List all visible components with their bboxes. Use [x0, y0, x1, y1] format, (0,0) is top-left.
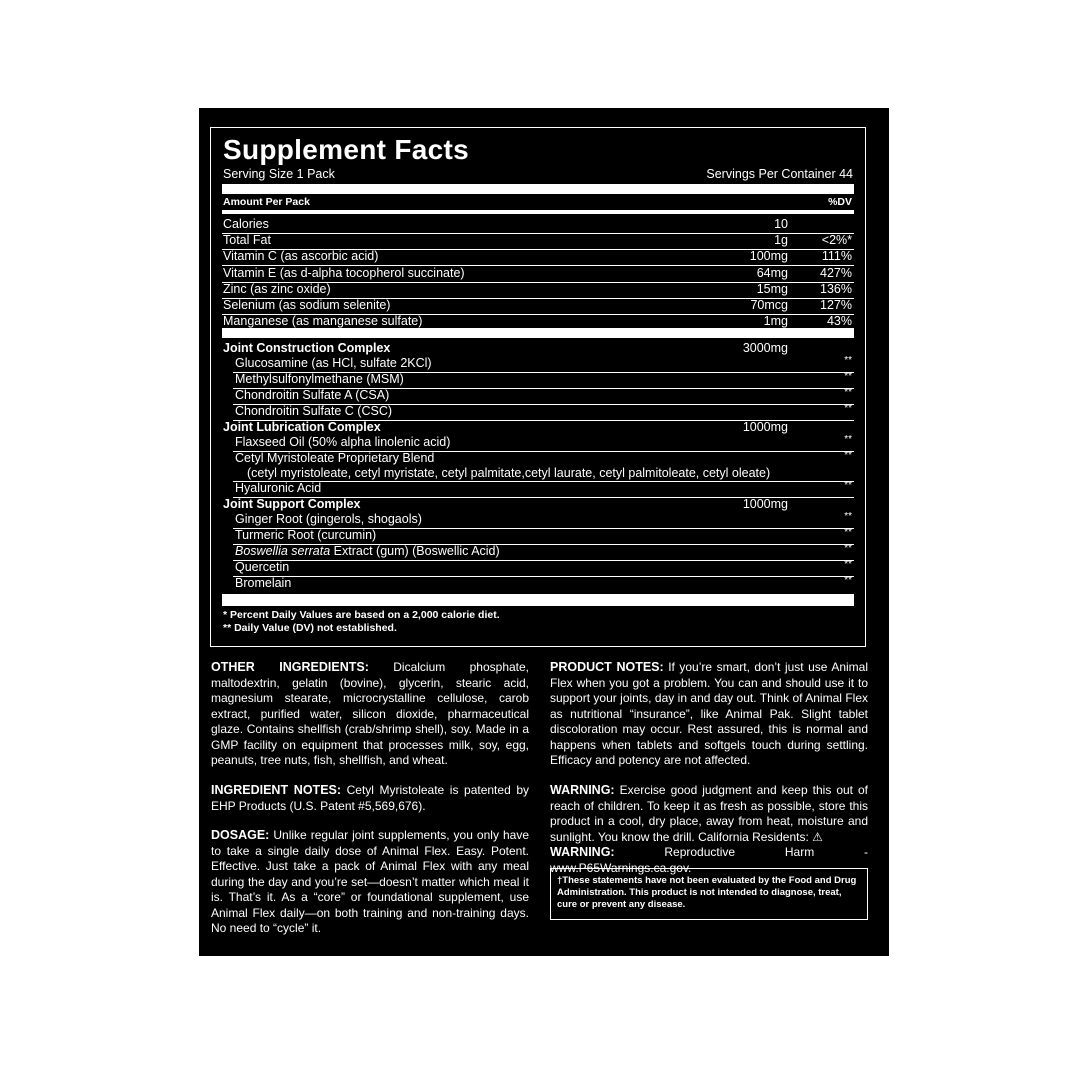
label-panel [199, 108, 889, 956]
complex-name: Joint Construction Complex [223, 341, 391, 355]
complex-name: Joint Support Complex [223, 497, 361, 511]
amount-header: Amount Per Pack [223, 196, 310, 208]
warning [550, 783, 868, 876]
nutrient-amount: 1mg [763, 314, 788, 329]
nutrient-row [222, 266, 854, 283]
ingredient-notes-text: Cetyl Myristoleate is patented by EHP Products (U.S. Patent #5,569,676). [211, 783, 529, 813]
ingredient-name: Flaxseed Oil (50% alpha linolenic acid) [235, 435, 451, 449]
ingredient-dv: ** [844, 527, 852, 538]
ingredient-dv: ** [844, 371, 852, 382]
warning2-heading: WARNING: [550, 845, 615, 859]
ingredient-row [233, 481, 854, 498]
dv-header: %DV [828, 196, 852, 208]
ingredient-row [233, 356, 854, 373]
ingredient-name: Bromelain [235, 576, 292, 590]
nutrient-row [222, 282, 854, 299]
nutrient-amount: 70mcg [750, 298, 788, 312]
ingredient-detail: (cetyl myristoleate, cetyl myristate, cetyl palmitate,cetyl laurate, cetyl palmitoleate, cetyl oleate) [247, 466, 771, 480]
ingredient-dv: ** [844, 575, 852, 586]
ingredient-row [233, 544, 854, 561]
nutrient-name: Vitamin E (as d-alpha tocopherol succinate) [223, 265, 465, 280]
ingredient-name: Turmeric Root (curcumin) [235, 528, 377, 542]
nutrient-row [222, 217, 854, 234]
ingredient-dv: ** [844, 387, 852, 398]
ingredient-dv: ** [844, 355, 852, 366]
ingredient-dv: ** [844, 403, 852, 414]
ingredient-row [233, 528, 854, 545]
nutrient-amount: 10 [774, 217, 788, 231]
ingredient-row [233, 388, 854, 405]
medium-divider [222, 210, 854, 214]
nutrient-amount: 1g [774, 233, 788, 248]
complex-header [222, 420, 854, 436]
ingredient-dv: ** [844, 480, 852, 491]
warning2-text: Reproductive Harm - www.P65Warnings.ca.gov. [550, 845, 868, 875]
product-notes-heading: PRODUCT NOTES: [550, 660, 664, 674]
nutrient-name: Vitamin C (as ascorbic acid) [223, 249, 379, 264]
nutrient-amount: 100mg [749, 249, 788, 264]
ingredient-row [233, 435, 854, 452]
warning-heading: WARNING: [550, 783, 615, 797]
fda-disclaimer: †These statements have not been evaluated by the Food and Drug Administration. This product is not intended to diagnose, treat, cure or prevent any disease. [550, 868, 868, 920]
serving-size: Serving Size 1 Pack [223, 167, 335, 181]
thick-divider [222, 184, 854, 194]
other-ingredients-heading: OTHER INGREDIENTS: [211, 660, 369, 674]
ingredient-notes [211, 783, 529, 814]
nutrient-row [222, 298, 854, 315]
complex-amount: 3000mg [742, 341, 788, 355]
complex-amount: 1000mg [742, 420, 788, 434]
nutrient-dv: 43% [826, 314, 852, 329]
facts-title: Supplement Facts [223, 134, 469, 165]
nutrient-row [222, 314, 854, 330]
nutrient-name: Selenium (as sodium selenite) [223, 298, 391, 312]
nutrient-amount: 15mg [756, 281, 788, 296]
complex-header [222, 341, 854, 357]
ingredient-row [233, 451, 854, 482]
ingredient-row [233, 404, 854, 421]
dosage-text: Unlike regular joint supplements, you only have to take a single daily dose of Animal Flex. Easy. Potent. Effective. Just take a pack of Animal Flex with any meal during the day and you’re set—doesn’t matter which meal it is. That’s it. As a “core” or foundational supplement, use Animal Flex daily—on both training and non-training days. No need to “cycle” it. [211, 828, 529, 935]
dosage [211, 828, 529, 937]
ingredient-row [233, 512, 854, 529]
ingredient-name: Methylsulfonylmethane (MSM) [235, 372, 404, 386]
ingredient-row [233, 560, 854, 577]
ingredient-row [233, 372, 854, 389]
nutrient-row [222, 249, 854, 266]
other-ingredients [211, 660, 529, 769]
ingredient-name: Ginger Root (gingerols, shogaols) [235, 512, 422, 526]
supplement-facts-box [210, 127, 866, 647]
ingredient-dv: ** [844, 559, 852, 570]
ingredient-dv: ** [844, 434, 852, 445]
ingredient-dv: ** [844, 450, 852, 461]
nutrient-dv: <2%* [821, 233, 852, 248]
ingredient-name [235, 544, 500, 558]
ingredient-name: Hyaluronic Acid [235, 481, 322, 495]
complex-name: Joint Lubrication Complex [223, 420, 381, 434]
ingredient-name-italic: Boswellia serrata [235, 544, 331, 558]
other-ingredients-text: Dicalcium phosphate, maltodextrin, gelatin (bovine), glycerin, stearic acid, magnesium stearate, microcrystalline cellulose, carob extract, purified water, silicon dioxide, pharmaceutical glaze. Contains shellfish (crab/shrimp shell), soy. Made in a GMP facility on equipment that processes milk, soy, egg, peanuts, tree nuts, fish, shellfish, and wheat. [211, 660, 530, 767]
nutrient-dv: 136% [820, 281, 852, 296]
nutrient-amount: 64mg [756, 265, 788, 280]
ingredient-notes-heading: INGREDIENT NOTES: [211, 783, 342, 797]
ingredient-dv: ** [844, 543, 852, 554]
ingredient-name-rest: Extract (gum) (Boswellic Acid) [330, 544, 500, 558]
nutrient-name: Manganese (as manganese sulfate) [223, 314, 423, 329]
ingredient-name: Chondroitin Sulfate C (CSC) [235, 404, 393, 418]
nutrient-name: Calories [223, 217, 269, 231]
nutrient-name: Total Fat [223, 233, 271, 248]
footnote-dv-not-established: ** Daily Value (DV) not established. [223, 622, 397, 634]
ingredient-name: Glucosamine (as HCl, sulfate 2KCl) [235, 356, 432, 370]
nutrient-dv: 127% [820, 298, 852, 312]
nutrient-dv: 427% [820, 265, 852, 280]
nutrient-name: Zinc (as zinc oxide) [223, 281, 331, 296]
ingredient-name: Quercetin [235, 560, 290, 574]
ingredient-name: Chondroitin Sulfate A (CSA) [235, 388, 390, 402]
product-notes-text: If you’re smart, don’t just use Animal Flex when you got a problem. You can and should use it to support your joints, day in and day out. Think of Animal Flex as nutritional “insurance”, like Animal Pak. Slight tablet discoloration may occur. Rest assured, this is normal and happens when tablets and softgels touch during settling. Efficacy and potency are not affected. [550, 660, 869, 767]
complex-amount: 1000mg [742, 497, 788, 511]
ingredient-dv: ** [844, 511, 852, 522]
product-notes [550, 660, 868, 769]
ingredient-name: Cetyl Myristoleate Proprietary Blend [235, 451, 435, 465]
thick-divider-3 [222, 594, 854, 606]
warning-text: Exercise good judgment and keep this out of reach of children. To keep it as fresh as possible, store this product in a cool, dry place, away from heat, moisture and sunlight. You know the drill. California Residents: ⚠ [550, 783, 868, 844]
servings-per-container: Servings Per Container 44 [706, 167, 853, 181]
footnote-percent-dv: * Percent Daily Values are based on a 2,000 calorie diet. [223, 609, 500, 621]
ingredient-row [233, 576, 854, 592]
nutrient-dv: 111% [821, 249, 852, 264]
complex-header [222, 497, 854, 513]
dosage-heading: DOSAGE: [211, 828, 270, 842]
nutrient-row [222, 233, 854, 250]
